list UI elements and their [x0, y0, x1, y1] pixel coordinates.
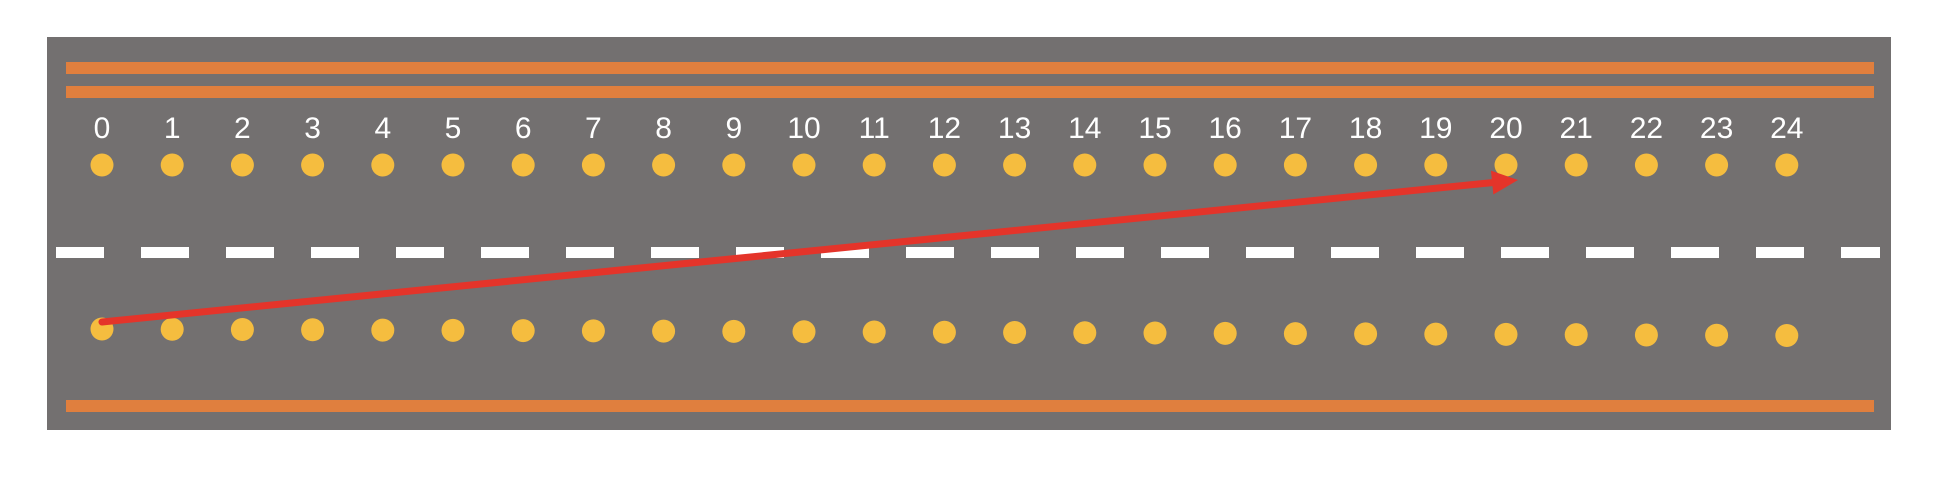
top-dot-20 [1495, 154, 1518, 177]
top-dot-13 [1003, 154, 1026, 177]
center-dash [1586, 247, 1634, 258]
top-dot-22 [1635, 154, 1658, 177]
top-dot-11 [863, 154, 886, 177]
position-label-15: 15 [1138, 112, 1172, 145]
center-dash [1331, 247, 1379, 258]
center-dash [651, 247, 699, 258]
position-label-4: 4 [374, 112, 392, 145]
bottom-dot-20 [1495, 323, 1518, 346]
bottom-dot-4 [371, 319, 394, 342]
top-dot-19 [1424, 154, 1447, 177]
bottom-edge-line [66, 400, 1874, 412]
center-dash [1416, 247, 1464, 258]
center-dash [226, 247, 274, 258]
bottom-dot-10 [793, 320, 816, 343]
position-label-5: 5 [444, 112, 462, 145]
bottom-dot-11 [863, 320, 886, 343]
position-label-12: 12 [927, 112, 962, 145]
top-dot-14 [1073, 154, 1096, 177]
position-label-23: 23 [1699, 112, 1734, 145]
bottom-dot-5 [442, 319, 465, 342]
center-dash [1671, 247, 1719, 258]
bottom-dot-7 [582, 319, 605, 342]
bottom-dot-21 [1565, 323, 1588, 346]
position-label-13: 13 [997, 112, 1032, 145]
position-label-14: 14 [1068, 112, 1102, 145]
position-label-22: 22 [1629, 112, 1664, 145]
top-dot-24 [1775, 154, 1798, 177]
top-dot-6 [512, 154, 535, 177]
position-label-8: 8 [655, 112, 672, 145]
position-label-16: 16 [1208, 112, 1242, 145]
bottom-dot-22 [1635, 323, 1658, 346]
position-label-24: 24 [1770, 112, 1804, 145]
bottom-dot-13 [1003, 321, 1026, 344]
position-label-0: 0 [93, 112, 111, 145]
bottom-dot-2 [231, 318, 254, 341]
top-dot-17 [1284, 154, 1307, 177]
top-dot-4 [371, 154, 394, 177]
center-dash [906, 247, 954, 258]
center-dash [1841, 247, 1880, 258]
position-label-2: 2 [234, 112, 251, 145]
position-label-19: 19 [1419, 112, 1453, 145]
top-edge-line-inner [66, 86, 1874, 98]
center-dash [481, 247, 529, 258]
bottom-dot-6 [512, 319, 535, 342]
bottom-dot-19 [1424, 323, 1447, 346]
top-dot-18 [1354, 154, 1377, 177]
center-dash [311, 247, 359, 258]
center-dash [1246, 247, 1294, 258]
top-dot-0 [91, 154, 114, 177]
top-dot-8 [652, 154, 675, 177]
center-dash [566, 247, 614, 258]
position-label-18: 18 [1348, 112, 1383, 145]
position-label-10: 10 [787, 112, 821, 145]
bottom-dot-24 [1775, 324, 1798, 347]
top-edge-line-outer [66, 62, 1874, 74]
position-label-9: 9 [725, 112, 743, 145]
top-dot-2 [231, 154, 254, 177]
top-dot-23 [1705, 154, 1728, 177]
top-dot-7 [582, 154, 605, 177]
position-label-11: 11 [858, 112, 890, 145]
top-dot-15 [1144, 154, 1167, 177]
position-label-17: 17 [1278, 112, 1313, 145]
position-label-7: 7 [585, 112, 602, 145]
center-dash [141, 247, 189, 258]
top-dot-9 [722, 154, 745, 177]
bottom-dot-15 [1144, 322, 1167, 345]
top-dot-10 [793, 154, 816, 177]
center-dash [56, 247, 104, 258]
bottom-dot-14 [1073, 321, 1096, 344]
bottom-dot-1 [161, 318, 184, 341]
bottom-dot-16 [1214, 322, 1237, 345]
position-label-20: 20 [1489, 112, 1523, 145]
position-label-21: 21 [1559, 112, 1593, 145]
center-dash [1076, 247, 1124, 258]
bottom-dot-12 [933, 321, 956, 344]
top-dot-16 [1214, 154, 1237, 177]
center-dash [1161, 247, 1209, 258]
bottom-dot-17 [1284, 322, 1307, 345]
top-dot-1 [161, 154, 184, 177]
bottom-dot-8 [652, 320, 675, 343]
position-label-1: 1 [163, 112, 181, 145]
bottom-dot-18 [1354, 322, 1377, 345]
center-dash [1756, 247, 1804, 258]
bottom-dot-23 [1705, 324, 1728, 347]
top-dot-3 [301, 154, 324, 177]
top-dot-5 [442, 154, 465, 177]
center-dash [396, 247, 444, 258]
top-dot-21 [1565, 154, 1588, 177]
center-dash [1501, 247, 1549, 258]
position-label-6: 6 [514, 112, 532, 145]
position-label-3: 3 [304, 112, 321, 145]
center-dash [991, 247, 1039, 258]
bottom-dot-3 [301, 318, 324, 341]
bottom-dot-9 [722, 320, 745, 343]
top-dot-12 [933, 154, 956, 177]
